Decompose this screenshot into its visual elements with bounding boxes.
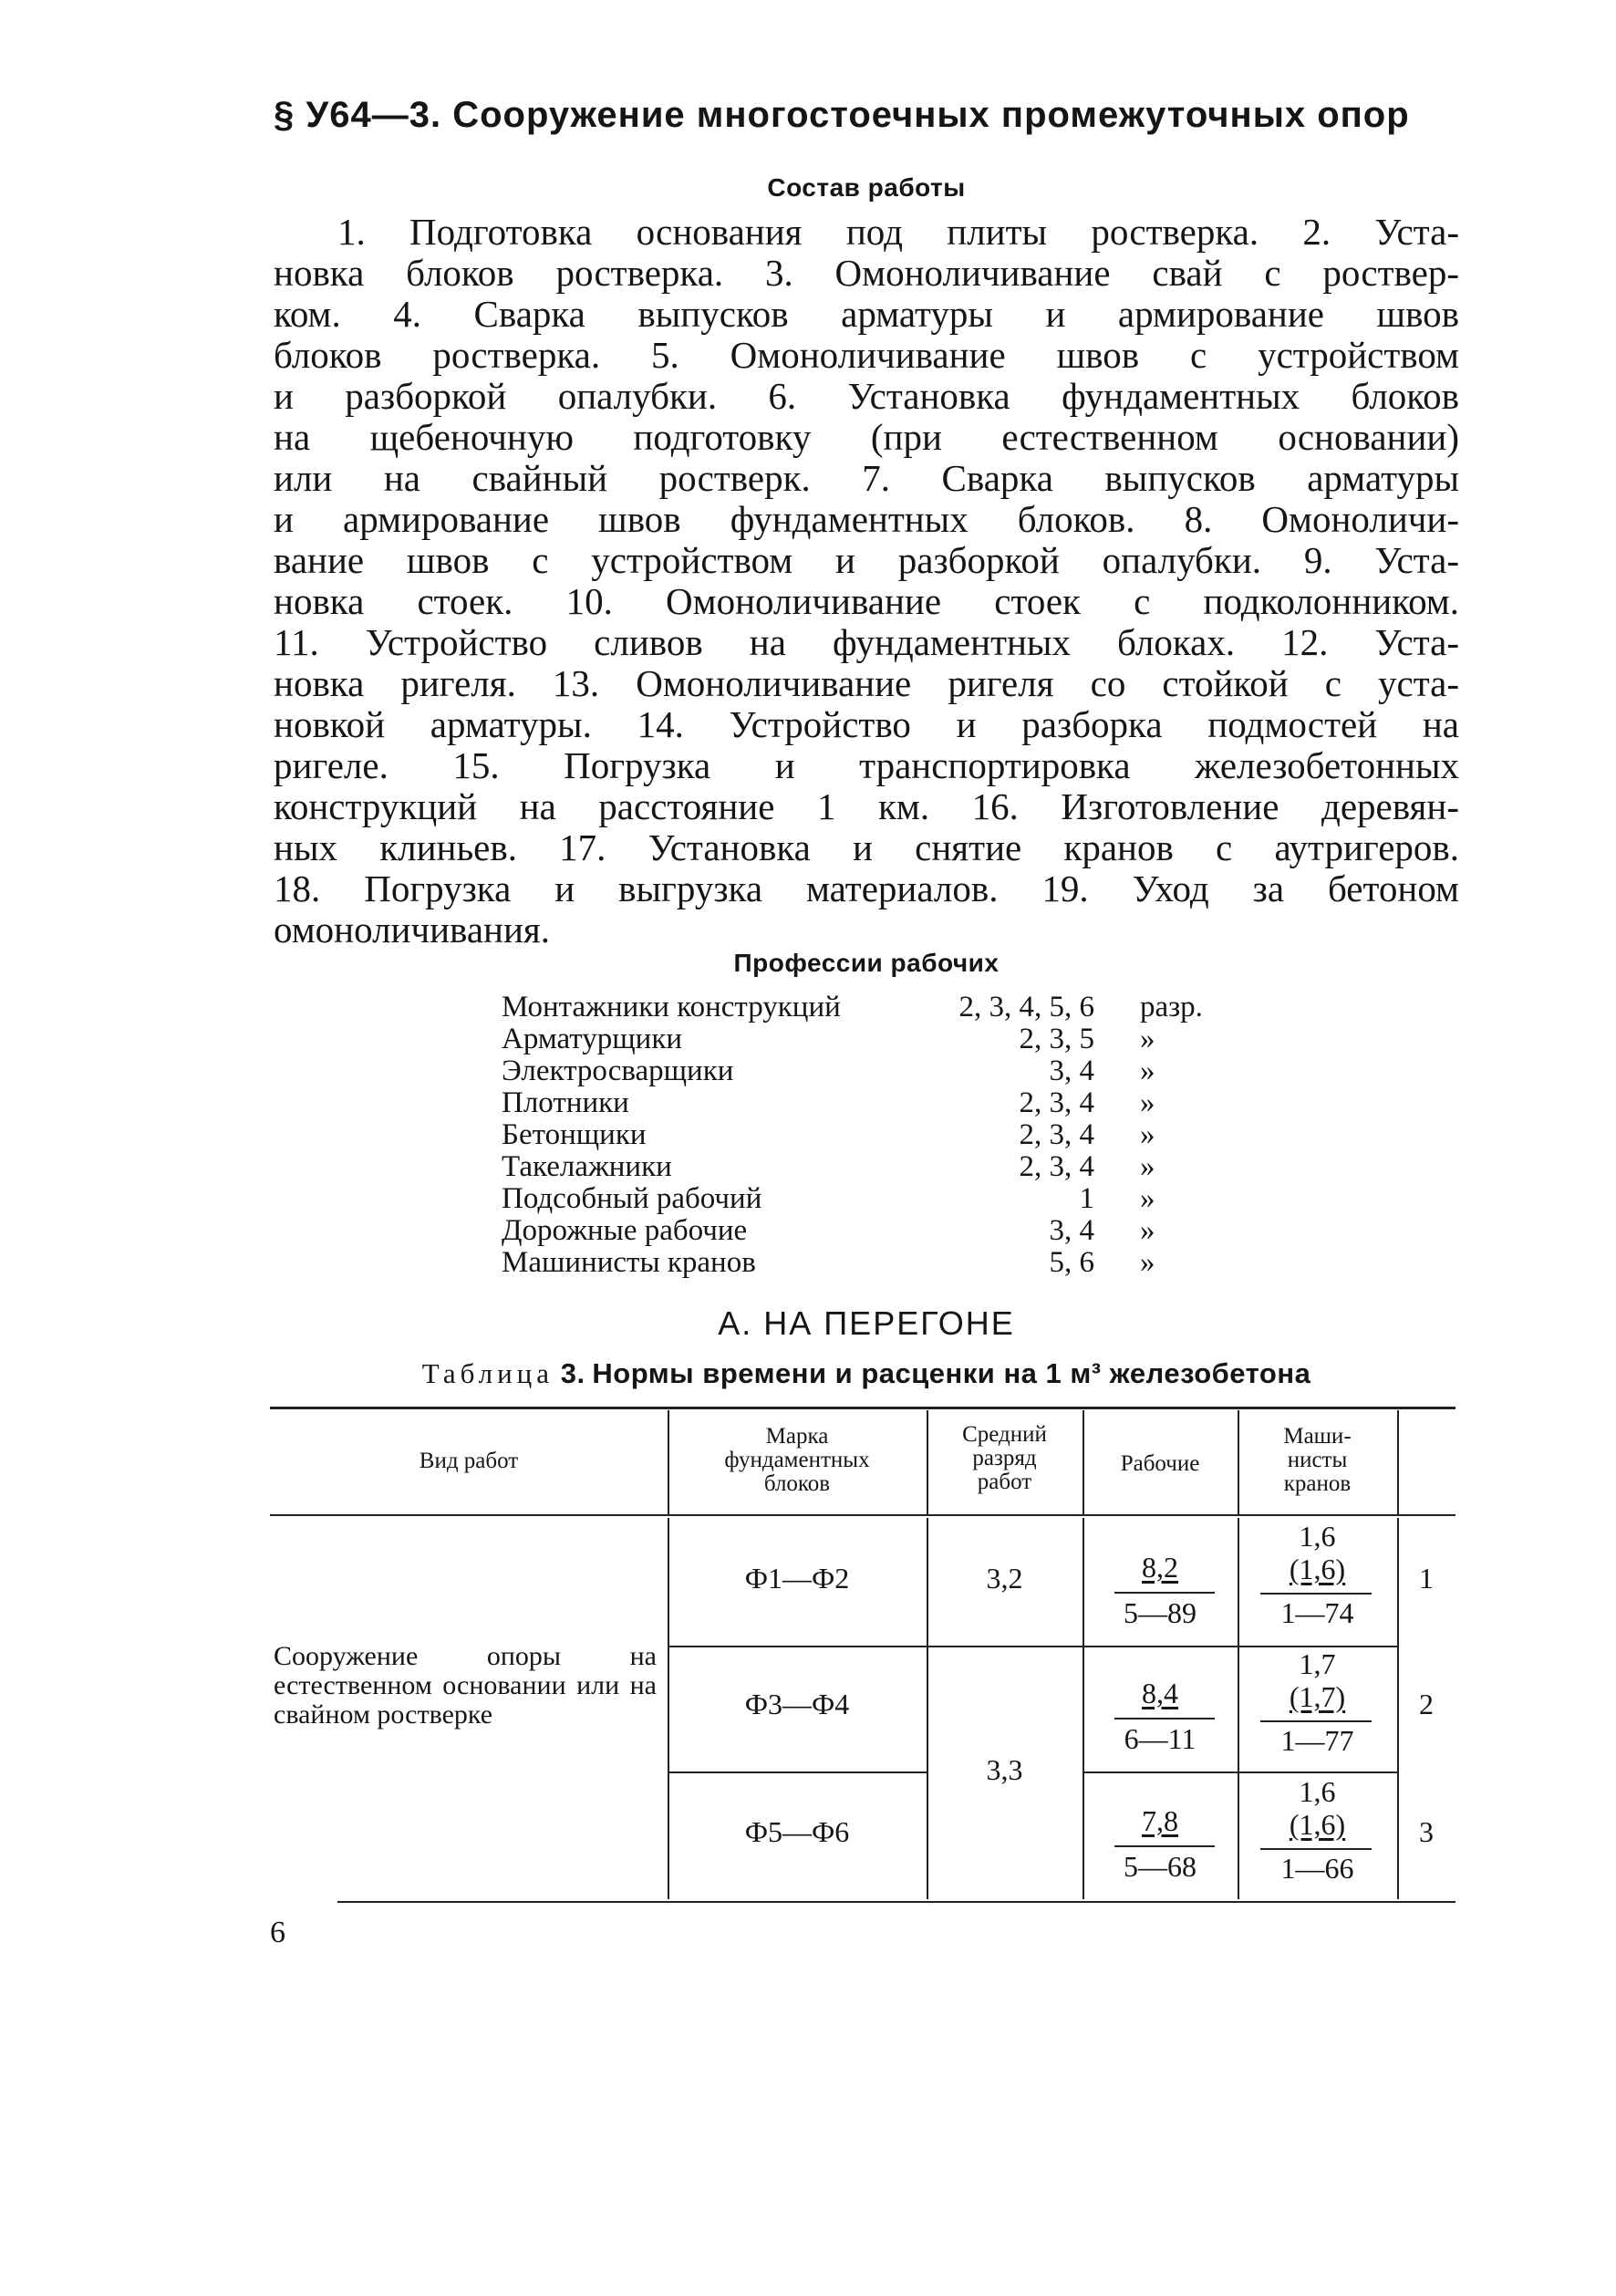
profession-unit: » [1140, 1023, 1155, 1055]
composition-line: и армирование швов фундаментных блоков. 8. Омоноличи- [274, 498, 1459, 540]
header-block-mark [668, 1425, 927, 1496]
header-line: Средний [962, 1422, 1047, 1447]
avg-grade: 3,3 [986, 1753, 1023, 1786]
profession-row [502, 1086, 1249, 1118]
composition-line: новкой арматуры. 14. Устройство и разборка подмостей на [274, 703, 1459, 745]
section-title: А. НА ПЕРЕГОНЕ [718, 1304, 1015, 1342]
avg-grade: 3,2 [986, 1562, 1023, 1595]
composition-line: 1. Подготовка основания под плиты ростверка. 2. Уста- [337, 211, 1459, 253]
profession-unit: » [1140, 1118, 1155, 1151]
profession-row [502, 991, 1249, 1023]
fraction-bar [1260, 1593, 1372, 1595]
profession-unit: » [1140, 1214, 1155, 1247]
profession-row [502, 1214, 1249, 1246]
row-divider [669, 1646, 927, 1647]
composition-line: 18. Погрузка и выгрузка материалов. 19. Уход за бетоном [274, 867, 1459, 909]
composition-line: и разборкой опалубки. 6. Установка фундаментных блоков [274, 375, 1459, 417]
work-description: Сооружение опоры на естественном основании или на свайном ростверке [274, 1641, 657, 1730]
composition-title: Состав работы [767, 173, 966, 202]
profession-row [502, 1118, 1249, 1150]
profession-grades: 2, 3, 5 [1019, 1023, 1094, 1055]
header-line: кранов [1283, 1471, 1352, 1496]
fraction-bar [1260, 1720, 1372, 1722]
composition-line: на щебеночную подготовку (при естественном основании) [274, 416, 1459, 458]
header-line: Маши- [1283, 1424, 1352, 1449]
header-work-type: Вид работ [419, 1449, 519, 1473]
block-mark: Ф3—Ф4 [744, 1688, 850, 1720]
composition-line: ригеле. 15. Погрузка и транспортировка железобетонных [274, 744, 1459, 786]
profession-name: Подсобный рабочий [502, 1182, 762, 1215]
profession-unit: » [1140, 1150, 1155, 1183]
header-line: разряд [972, 1446, 1037, 1470]
section-heading: § У64—3. Сооружение многостоечных промежуточных опор [274, 95, 1410, 135]
crane-rate: 1—66 [1280, 1852, 1354, 1885]
fraction-bar [1114, 1718, 1215, 1719]
composition-line: новка стоек. 10. Омоноличивание стоек с подколонником. [274, 580, 1459, 622]
header-avg-grade [927, 1423, 1083, 1494]
crane-rate: 1—74 [1280, 1596, 1354, 1629]
profession-name: Машинисты кранов [502, 1246, 756, 1279]
composition-line: 11. Устройство сливов на фундаментных блоках. 12. Уста- [274, 621, 1459, 663]
crane-norm: 1,7 [1299, 1647, 1336, 1680]
table-top-rule [270, 1407, 1455, 1409]
profession-name: Такелажники [502, 1150, 672, 1183]
header-line: работ [977, 1470, 1032, 1494]
profession-name: Электросварщики [502, 1054, 734, 1087]
composition-line: новка ригеля. 13. Омоноличивание ригеля со стойкой с уста- [274, 662, 1459, 704]
profession-grades: 2, 3, 4 [1019, 1086, 1094, 1119]
profession-row [502, 1246, 1249, 1278]
table-caption [274, 1357, 1459, 1390]
fraction-bar [1260, 1848, 1372, 1850]
header-line: блоков [763, 1471, 831, 1496]
profession-row [502, 1182, 1249, 1214]
profession-unit: разр. [1140, 991, 1203, 1023]
crane-norm-bracketed: (1,7) [1289, 1680, 1346, 1713]
row-divider [669, 1771, 927, 1773]
composition-line: омоноличивания. [274, 909, 551, 951]
profession-unit: » [1140, 1182, 1155, 1215]
profession-grades: 2, 3, 4 [1019, 1118, 1094, 1151]
crane-rate: 1—77 [1280, 1724, 1354, 1757]
crane-norm: 1,6 [1299, 1520, 1336, 1553]
table-caption-text: Нормы времени и расценки на 1 м³ железобетона [592, 1357, 1311, 1389]
crane-norm: 1,6 [1299, 1775, 1336, 1808]
professions-list [502, 991, 1249, 1278]
row-index: 1 [1419, 1562, 1434, 1595]
profession-name: Дорожные рабочие [502, 1214, 748, 1247]
table-bottom-rule [337, 1901, 1455, 1903]
profession-grades: 1 [1079, 1182, 1094, 1215]
professions-title: Профессии рабочих [733, 949, 1000, 977]
profession-grades: 3, 4 [1049, 1054, 1094, 1087]
profession-grades: 3, 4 [1049, 1214, 1094, 1247]
profession-grades: 2, 3, 4, 5, 6 [958, 991, 1094, 1023]
table-header-rule [270, 1514, 1455, 1516]
header-workers: Рабочие [1120, 1451, 1200, 1476]
workers-norm: 8,2 [1142, 1551, 1178, 1584]
fraction-bar [1114, 1845, 1215, 1847]
row-divider [1083, 1771, 1397, 1773]
crane-norm-bracketed: (1,6) [1289, 1808, 1346, 1841]
block-mark: Ф5—Ф6 [744, 1815, 850, 1848]
profession-row [502, 1023, 1249, 1054]
workers-norm: 7,8 [1142, 1804, 1178, 1837]
table-caption-number: 3. [560, 1357, 585, 1389]
profession-row [502, 1054, 1249, 1086]
header-line: фундаментных [724, 1448, 870, 1472]
workers-rate: 6—11 [1124, 1722, 1196, 1755]
profession-name: Бетонщики [502, 1118, 647, 1151]
page-number: 6 [270, 1916, 285, 1949]
profession-unit: » [1140, 1086, 1155, 1119]
header-line: нисты [1287, 1448, 1348, 1472]
header-line: Марка [765, 1424, 829, 1449]
profession-name: Арматурщики [502, 1023, 683, 1055]
composition-line: ком. 4. Сварка выпусков арматуры и армирование швов [274, 293, 1459, 335]
composition-line: новка блоков ростверка. 3. Омоноличивание свай с роствер- [274, 252, 1459, 294]
fraction-bar [1114, 1592, 1215, 1594]
profession-name: Монтажники конструкций [502, 991, 841, 1023]
composition-line: блоков ростверка. 5. Омоноличивание швов с устройством [274, 334, 1459, 376]
header-crane-operators [1238, 1425, 1397, 1496]
crane-norm-bracketed: (1,6) [1289, 1553, 1346, 1585]
composition-line: конструкций на расстояние 1 км. 16. Изготовление деревян- [274, 785, 1459, 827]
block-mark: Ф1—Ф2 [744, 1562, 850, 1595]
workers-rate: 5—68 [1124, 1850, 1196, 1883]
profession-name: Плотники [502, 1086, 629, 1119]
composition-line: вание швов с устройством и разборкой опалубки. 9. Уста- [274, 539, 1459, 581]
profession-row [502, 1150, 1249, 1182]
workers-norm: 8,4 [1142, 1677, 1178, 1709]
composition-line: или на свайный ростверк. 7. Сварка выпусков арматуры [274, 457, 1459, 499]
composition-text [274, 212, 1459, 951]
profession-unit: » [1140, 1054, 1155, 1087]
row-index: 3 [1419, 1815, 1434, 1848]
col-divider [1397, 1410, 1399, 1514]
table-caption-prefix: Таблица [421, 1357, 554, 1389]
row-divider [927, 1646, 1083, 1647]
workers-rate: 5—89 [1124, 1596, 1196, 1629]
profession-grades: 2, 3, 4 [1019, 1150, 1094, 1183]
row-index: 2 [1419, 1688, 1434, 1720]
profession-unit: » [1140, 1246, 1155, 1279]
profession-grades: 5, 6 [1049, 1246, 1094, 1279]
composition-line: ных клиньев. 17. Установка и снятие кранов с аутригеров. [274, 826, 1459, 868]
